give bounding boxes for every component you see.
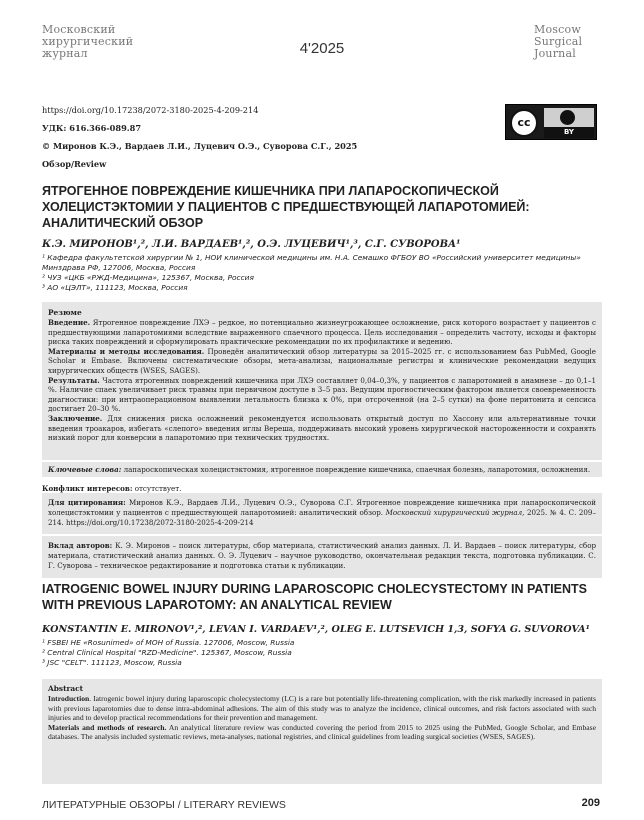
abstract-ru-intro	[48, 318, 596, 347]
abstract-ru-conclusion	[48, 414, 596, 443]
conflict-label: Конфликт интересов:	[42, 484, 133, 493]
logo-ru-line-3: журнал	[42, 47, 88, 60]
abstract-ru-intro-label: Введение.	[48, 318, 91, 327]
article-title-en: IATROGENIC BOWEL INJURY DURING LAPAROSCOPIC CHOLECYSTECTOMY IN PATIENTS WITH PREVIOUS LAPAROTOMY: AN ANALYTICAL REVIEW	[42, 582, 587, 612]
affiliation-en-3: ³ JSC "CELT". 111123, Moscow, Russia	[42, 658, 182, 667]
abstract-en-intro-label: Introduction	[48, 694, 90, 703]
authors-ru: К.Э. МИРОНОВ¹,², Л.И. ВАРДАЕВ¹,², О.Э. ЛУЦЕВИЧ¹,³, С.Г. СУВОРОВА¹	[42, 239, 461, 250]
abstract-en-methods-label: Materials and methods of research.	[48, 722, 167, 732]
keywords-ru-text: лапароскопическая холецистэктомия, ятрогенное повреждение кишечника, спаечная болезнь, лапаротомия, осложнения.	[121, 465, 591, 474]
by-label: BY	[544, 127, 594, 138]
keywords-ru-label: Ключевые слова:	[48, 465, 122, 474]
abstract-ru-conclusion-label: Заключение.	[48, 413, 103, 423]
abstract-ru-conclusion-text: Для снижения риска осложнений рекомендуется использовать открытый доступ по Хассону или альтернативные точки введения троакаров, избегать «слепого» введения иглы Вереша, поддерживать высокий уровень хирургической настороженности и сохранять низкий порог для конверсии в лапаротомию при технических трудностях.	[48, 413, 596, 443]
conflict-text: отсутствует.	[132, 484, 182, 493]
affiliation-en-1: ¹ FSBEI HE «Rosunimed» of MOH of Russia. 127006, Moscow, Russia	[42, 638, 295, 647]
abstract-en-methods-text: An analytical literature review was conducted covering the period from 2015 to 2025 using the PubMed, Google Scholar, and Embase databases. The analysis included systematic reviews, meta-analyses, national registries, and clinical guidelines from leading surgical societies (WSES, SAGES).	[48, 722, 597, 742]
page-header	[0, 0, 644, 75]
logo-en-line-1: Moscow	[534, 23, 581, 36]
author-contributions	[42, 536, 602, 578]
article-title-ru: ЯТРОГЕННОЕ ПОВРЕЖДЕНИЕ КИШЕЧНИКА ПРИ ЛАПАРОСКОПИЧЕСКОЙ ХОЛЕЦИСТЭКТОМИИ У ПАЦИЕНТОВ С ПРЕДШЕСТВУЮЩЕЙ ЛАПАРОТОМИЕЙ: АНАЛИТИЧЕСКИЙ ОБЗОР	[42, 184, 530, 230]
article-meta	[42, 101, 462, 173]
doi-link[interactable]: https://doi.org/10.17238/2072-3180-2025-4-209-214	[42, 105, 259, 115]
citation-block	[42, 493, 602, 534]
citation-label: Для цитирования:	[48, 498, 126, 507]
keywords-ru	[42, 460, 602, 477]
abstract-ru-methods	[48, 347, 596, 376]
logo-ru-line-1: Московский	[42, 23, 116, 36]
abstract-en-heading: Abstract	[48, 684, 84, 693]
issue-number: 4'2025	[299, 40, 345, 57]
citation-journal: Московский хирургический журнал,	[385, 508, 525, 517]
cc-by-license-badge[interactable]	[505, 104, 597, 140]
contrib-text: К. Э. Миронов – поиск литературы, сбор материала, статистический анализ данных. Л. И. Вардаев – поиск литературы, сбор материала, статистический анализ данных. О. Э. Луцевич – научное руководство, окончательная редакция текста, подготовка публикации. С. Г. Суворова – техническое редактирование и подготовка статьи к публикации.	[48, 541, 597, 570]
abstract-ru-results-label: Результаты.	[48, 375, 100, 385]
affiliations-ru	[42, 253, 602, 293]
contrib-label: Вклад авторов:	[48, 541, 113, 550]
abstract-ru-methods-text: Проведён аналитический обзор литературы за 2015–2025 гг. с использованием баз PubMed, Google Scholar и Embase. Включены систематические обзоры, мета-анализы, национальные регистры и клинические рекомендации ведущих хирургических обществ (WSES, SAGES).	[48, 346, 596, 375]
affiliations-en	[42, 638, 602, 668]
abstract-ru-intro-text: Ятрогенное повреждение ЛХЭ – редкое, но потенциально жизнеугрожающее осложнение, риск которого возрастает у пациентов с предшествующими лапаротомиями вследствие выраженного спаечного процесса. Цель исследования – определить частоту, исходы и факторы риска таких повреждений и сформулировать практические рекомендации по их профилактике и ведению.	[48, 318, 596, 347]
abstract-ru-heading: Резюме	[48, 308, 82, 317]
article-type: Обзор/Review	[42, 159, 107, 169]
abstract-ru	[42, 302, 602, 460]
authors-en: KONSTANTIN E. MIRONOV¹,², LEVAN I. VARDAEV¹,², OLEG E. LUTSEVICH 1,3, SOFYA G. SUVOROVA¹	[42, 624, 590, 635]
page-number: 209	[581, 797, 600, 809]
logo-ru-line-2: хирургический	[42, 35, 134, 48]
abstract-ru-results-text: Частота ятрогенных повреждений кишечника при ЛХЭ составляет 0,04–0,3%, у пациентов с лапаротомией в анамнезе – до 0,1–1 %. Наличие спаек увеличивает риск травмы при первичном доступе в 3–5 раз. Ведущим прогностическим фактором является своевременность диагностики: при интраоперационном выявлении летальность близка к 0%, при отсроченной (на 2–5 сутки) на фоне перитонита и сепсиса достигает 20–30 %.	[48, 375, 596, 414]
cc-icon: cc	[510, 109, 538, 137]
citation-text: Миронов К.Э., Вардаев Л.И., Луцевич О.Э., Суворова С.Г. Ятрогенное повреждение кишечника при лапароскопической холецистэктомии у пациентов с предшествующей лапаротомией: аналитический обзор.	[48, 498, 596, 517]
logo-en-line-3: Journal	[534, 47, 576, 60]
affiliation-ru-3: ³ АО «ЦЭЛТ», 111123, Москва, Россия	[42, 283, 188, 292]
abstract-ru-results	[48, 376, 596, 414]
abstract-en-intro	[48, 694, 596, 723]
abstract-en-intro-text: . Iatrogenic bowel injury during laparoscopic cholecystectomy (LC) is a rare but potentially life-threatening complication, with the risk markedly increased in patients with previous laparotomies due to dense intra-abdominal adhesions. The aim of this study was to analyze the incidence, clinical outcomes, and risk factors associated with such injuries and to develop practical recommendations for their prevention and management.	[48, 694, 596, 723]
attribution-person-icon	[560, 110, 575, 125]
abstract-en-methods	[48, 723, 596, 742]
affiliation-en-2: ² Central Clinical Hospital "RZD-Medicine". 125367, Moscow, Russia	[42, 648, 292, 657]
by-panel	[544, 108, 594, 138]
section-footer: ЛИТЕРАТУРНЫЕ ОБЗОРЫ / LITERARY REVIEWS	[42, 799, 286, 811]
journal-logo-en	[534, 24, 604, 60]
affiliation-ru-2: ² ЧУЗ «ЦКБ «РЖД-Медицина», 125367, Москва, Россия	[42, 273, 254, 282]
abstract-ru-methods-label: Материалы и методы исследования.	[48, 346, 205, 356]
udc-code: УДК: 616.366-089.87	[42, 123, 142, 133]
copyright-line: © Миронов К.Э., Вардаев Л.И., Луцевич О.Э., Суворова С.Г., 2025	[42, 141, 358, 151]
affiliation-ru-1: ¹ Кафедра факультетской хирургии № 1, НОИ клинической медицины им. Н.А. Семашко ФГБОУ ВО «Российский университет медицины» Минздрава РФ, 127006, Москва, Россия	[42, 253, 581, 272]
abstract-en	[42, 679, 602, 784]
citation-tail: 2025. № 4. С. 209–214. https://doi.org/10.17238/2072-3180-2025-4-209-214	[48, 508, 596, 527]
logo-en-line-2: Surgical	[534, 35, 583, 48]
